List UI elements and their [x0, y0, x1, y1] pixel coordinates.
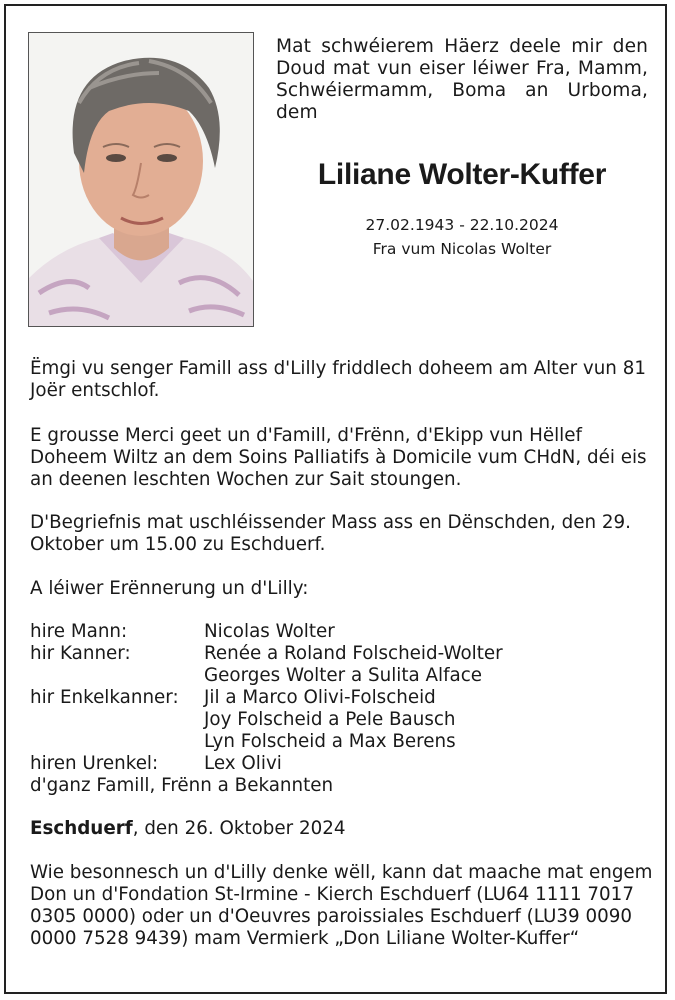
family-relation	[30, 731, 204, 753]
family-relation	[30, 665, 204, 687]
family-row	[30, 621, 655, 643]
deceased-name: Liliane Wolter-Kuffer	[317, 158, 607, 191]
family-list	[30, 621, 655, 797]
intro-text: Mat schwéierem Häerz deele mir den Doud mat vun eiser léiwer Fra, Mamm, Schwéiermamm, Boma an Urboma, dem	[276, 36, 648, 123]
family-row	[30, 687, 655, 709]
family-closing: d'ganz Famill, Frënn a Bekannten	[30, 775, 334, 796]
family-row	[30, 731, 655, 753]
family-relation: hir Enkelkanner:	[30, 687, 179, 708]
family-row	[30, 643, 655, 665]
family-row	[30, 665, 655, 687]
memory-heading: A léiwer Erënnerung un d'Lilly:	[30, 578, 309, 599]
life-dates: 27.02.1943 - 22.10.2024	[365, 216, 559, 234]
family-names: Jil a Marco Olivi-Folscheid	[204, 687, 436, 708]
family-relation	[30, 709, 204, 731]
place-name: Eschduerf	[30, 818, 133, 839]
donation-paragraph: Wie besonnesch un d'Lilly denke wëll, kann dat maache mat engem Don un d'Fondation St-Irmine - Kierch Eschduerf (LU64 1111 7017 0305 0000) oder un d'Oeuvres paroissiales Eschduerf (LU39 0090 0000 7528 9439) mam Vermierk „Don Liliane Wolter-Kuffer“	[30, 862, 653, 949]
death-paragraph: Ëmgi vu senger Famill ass d'Lilly friddlech doheem am Alter vun 81 Joër entschlof.	[30, 358, 646, 401]
funeral-paragraph: D'Begriefnis mat uschléissender Mass ass en Dënschden, den 29. Oktober um 15.00 zu Eschduerf.	[30, 512, 631, 555]
family-relation: hiren Urenkel:	[30, 753, 159, 774]
family-relation: hir Kanner:	[30, 643, 131, 664]
place-date-line	[30, 818, 655, 840]
family-names: Nicolas Wolter	[204, 621, 335, 642]
family-row	[30, 709, 655, 731]
family-names: Joy Folscheid a Pele Bausch	[204, 709, 456, 730]
family-row	[30, 753, 655, 775]
thanks-paragraph: E grousse Merci geet un d'Famill, d'Frënn, d'Ekipp vun Hëllef Doheem Wiltz an dem Soins Palliatifs à Domicile vum CHdN, déi eis an deenen leschten Wochen zur Sait stoungen.	[30, 425, 647, 490]
family-names: Lyn Folscheid a Max Berens	[204, 731, 456, 752]
portrait-photo	[28, 32, 254, 327]
family-names: Renée a Roland Folscheid-Wolter	[204, 643, 503, 664]
date-line: , den 26. Oktober 2024	[132, 818, 346, 839]
family-relation: hire Mann:	[30, 621, 128, 642]
spouse-line: Fra vum Nicolas Wolter	[372, 240, 552, 258]
family-names: Lex Olivi	[204, 753, 282, 774]
family-names: Georges Wolter a Sulita Alface	[204, 665, 483, 686]
